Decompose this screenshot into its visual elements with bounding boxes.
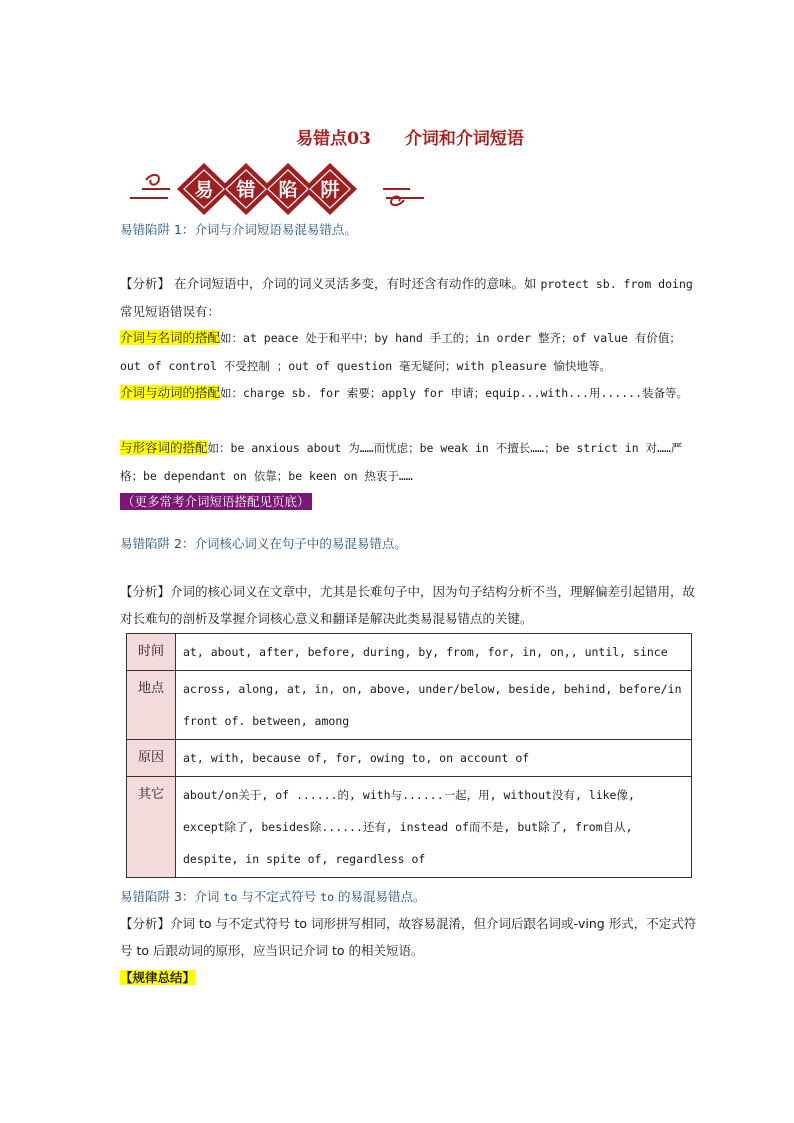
trap2-heading: 易错陷阱 2：介词核心词义在句子中的易混易错点。 bbox=[120, 536, 407, 551]
row-content-other: about/on关于, of ......的, with与......一起，用, without没有, like像, except除了, besides除......还有, instead of而不是, but除了, from自从, despite, in spite of, regardless of bbox=[176, 777, 692, 878]
row-label-reason: 原因 bbox=[127, 740, 176, 777]
analysis2 bbox=[120, 578, 700, 632]
banner-char: 错 bbox=[236, 179, 256, 201]
more-note: （更多常考介词短语搭配见页底） bbox=[122, 494, 310, 509]
title-topic: 介词和介词短语 bbox=[404, 129, 524, 149]
banner-right-ornament bbox=[383, 189, 424, 205]
analysis1 bbox=[120, 270, 700, 325]
table-row bbox=[127, 740, 692, 777]
rule-summary-line bbox=[120, 964, 700, 991]
banner-left-ornament bbox=[130, 175, 170, 198]
analysis2-text: 介词的核心词义在文章中，尤其是长难句子中，因为句子结构分析不当，理解偏差引起错用，故对长难句的剖析及掌握介词核心意义和翻译是解决此类易混易错点的关键。 bbox=[120, 584, 696, 626]
row-content-time: at, about, after, before, during, by, from, for, in, on,, until, since bbox=[176, 634, 692, 671]
row-label-other: 其它 bbox=[127, 777, 176, 878]
trap3-post: 的易混易错点。 bbox=[334, 889, 426, 904]
adj-combo-body: 如：be anxious about 为……而忧虑；be weak in 不擅长……；be strict in 对……严格；be dependant on 依靠；be keen on 热衷于…… bbox=[120, 441, 683, 483]
banner-char: 阱 bbox=[320, 179, 340, 201]
analysis2-lead: 【分析】 bbox=[120, 584, 171, 599]
analysis1-text-b: 常见短语错误有： bbox=[120, 304, 221, 319]
analysis3-text: 介词 to 与不定式符号 to 词形拼写相同，故容易混淆，但介词后跟名词或-ving 形式，不定式符号 to 后跟动词的原形，应当识记介词 to 的相关短语。 bbox=[120, 916, 697, 958]
noun-combo bbox=[120, 324, 700, 380]
noun-combo-label: 介词与名词的搭配 bbox=[120, 330, 221, 345]
verb-combo-label: 介词与动词的搭配 bbox=[120, 385, 221, 400]
adj-combo-label: 与形容词的搭配 bbox=[120, 440, 208, 455]
verb-combo bbox=[120, 379, 700, 407]
adj-combo bbox=[120, 434, 700, 490]
trap3-heading bbox=[120, 883, 700, 911]
row-content-reason: at, with, because of, for, owing to, on account of bbox=[176, 740, 692, 777]
row-content-place: across, along, at, in, on, above, under/below, beside, behind, before/in front of. between, among bbox=[176, 671, 692, 740]
trap-banner bbox=[128, 160, 428, 218]
analysis1-text-a: 在介词短语中，介词的词义灵活多变，有时还含有动作的意味。如 bbox=[170, 276, 541, 291]
banner-char: 陷 bbox=[278, 179, 298, 201]
analysis1-lead: 【分析】 bbox=[120, 276, 171, 291]
row-label-time: 时间 bbox=[127, 634, 176, 671]
title-code: 易错点03 bbox=[296, 129, 371, 149]
page-title bbox=[0, 124, 794, 149]
noun-combo-body: 如：at peace 处于和平中；by hand 手工的；in order 整齐；of value 有价值；out of control 不受控制 ；out of question 毫无疑问；with pleasure 愉快地等。 bbox=[120, 331, 681, 373]
analysis1-example: protect sb. from doing bbox=[540, 277, 693, 291]
banner-char: 易 bbox=[194, 179, 214, 201]
trap1-heading: 易错陷阱 1：介词与介词短语易混易错点。 bbox=[120, 222, 357, 237]
trap3-mid: 与不定式符号 bbox=[237, 889, 321, 904]
table-row bbox=[127, 777, 692, 878]
table-row bbox=[127, 671, 692, 740]
table-row bbox=[127, 634, 692, 671]
row-label-place: 地点 bbox=[127, 671, 176, 740]
verb-combo-body: 如：charge sb. for 索要；apply for 申请；equip...with...用......装备等。 bbox=[220, 386, 688, 400]
more-note-line bbox=[120, 488, 700, 515]
analysis3 bbox=[120, 910, 700, 964]
trap3-pre: 易错陷阱 3：介词 bbox=[120, 889, 224, 904]
rule-summary: 【规律总结】 bbox=[120, 970, 196, 985]
preposition-table bbox=[126, 633, 692, 878]
analysis3-lead: 【分析】 bbox=[120, 916, 171, 931]
trap3-to1: to bbox=[223, 890, 238, 904]
trap3-to2: to bbox=[320, 890, 335, 904]
